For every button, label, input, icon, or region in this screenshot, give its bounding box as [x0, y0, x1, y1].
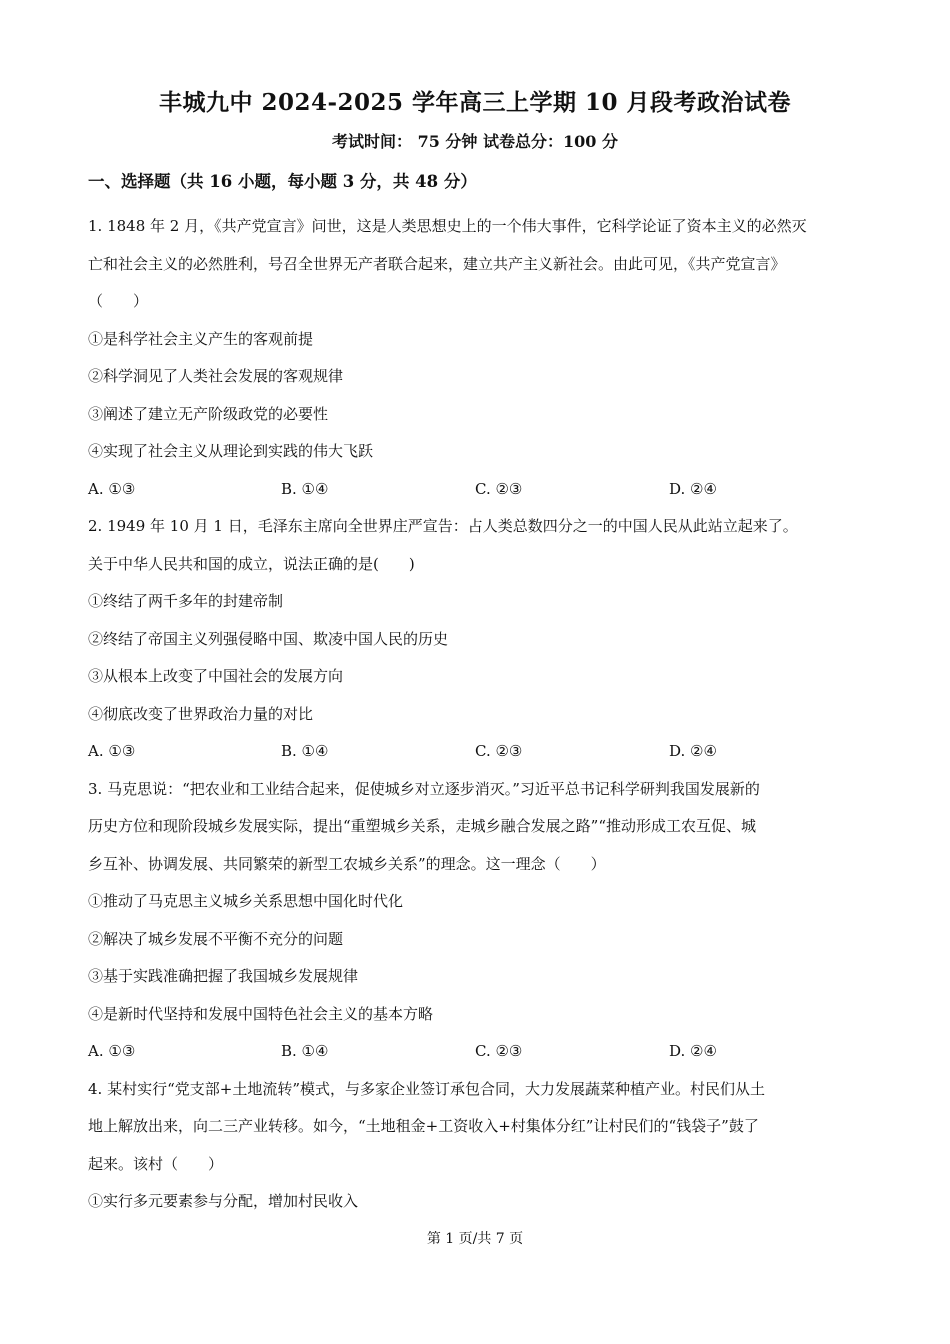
question-stem-line: （ ） [88, 292, 149, 310]
question-4 [88, 1079, 868, 1229]
statement-option: ②终结了帝国主义列强侵略中国、欺凌中国人民的历史 [88, 629, 449, 648]
choice-a: A. ①③ [88, 742, 136, 760]
choice-c: C. ②③ [475, 1042, 523, 1060]
choice-b: B. ①④ [281, 1042, 329, 1060]
question-stem-line: 1. 1848 年 2 月，《共产党宣言》问世，这是人类思想史上的一个伟大事件，它科学论证了资本主义的必然灭 [88, 217, 807, 235]
question-stem-line: 3. 马克思说：“把农业和工业结合起来，促使城乡对立逐步消灭。”习近平总书记科学研判我国发展新的 [88, 779, 760, 798]
section-heading: 一、选择题（共 16 小题，每小题 3 分，共 48 分） [88, 172, 477, 191]
choice-d: D. ②④ [669, 742, 717, 760]
choice-c: C. ②③ [475, 742, 523, 760]
statement-option: ①是科学社会主义产生的客观前提 [88, 329, 314, 348]
question-stem-line: 起来。该村（ ） [88, 1154, 224, 1173]
question-stem-line: 关于中华人民共和国的成立，说法正确的是( ) [88, 554, 415, 573]
question-1 [88, 216, 868, 516]
choice-d: D. ②④ [669, 479, 717, 498]
exam-title: 丰城九中 2024-2025 学年高三上学期 10 月段考政治试卷 [158, 89, 792, 116]
statement-option: ①推动了马克思主义城乡关系思想中国化时代化 [88, 892, 404, 910]
answer-choices [88, 479, 868, 517]
statement-option: ③从根本上改变了中国社会的发展方向 [88, 667, 344, 685]
page-number: 第 1 页/共 7 页 [426, 1231, 524, 1247]
choice-b: B. ①④ [281, 742, 329, 760]
answer-choices [88, 1041, 868, 1079]
statement-option: ①终结了两千多年的封建帝制 [88, 592, 284, 610]
question-stem-line: 历史方位和现阶段城乡发展实际，提出“重塑城乡关系，走城乡融合发展之路”“推动形成工农互促、城 [88, 817, 757, 835]
statement-option: ③阐述了建立无产阶级政党的必要性 [88, 404, 329, 423]
statement-option: ①实行多元要素参与分配，增加村民收入 [88, 1192, 359, 1210]
exam-time-and-score: 考试时间： 75 分钟 试卷总分：100 分 [332, 132, 618, 151]
question-stem-line: 亡和社会主义的必然胜利，号召全世界无产者联合起来，建立共产主义新社会。由此可见，《共产党宣言》 [88, 254, 786, 273]
statement-option: ④是新时代坚持和发展中国特色社会主义的基本方略 [88, 1004, 434, 1023]
answer-choices [88, 741, 868, 779]
statement-option: ③基于实践准确把握了我国城乡发展规律 [88, 967, 359, 985]
question-3 [88, 779, 868, 1079]
question-stem-line: 乡互补、协调发展、共同繁荣的新型工农城乡关系”的理念。这一理念（ ） [88, 854, 606, 873]
choice-d: D. ②④ [669, 1042, 717, 1060]
questions-body [88, 216, 868, 1229]
choice-a: A. ①③ [88, 479, 136, 498]
statement-option: ④彻底改变了世界政治力量的对比 [88, 704, 314, 723]
choice-c: C. ②③ [475, 479, 523, 498]
statement-option: ④实现了社会主义从理论到实践的伟大飞跃 [88, 442, 374, 460]
choice-a: A. ①③ [88, 1042, 136, 1060]
statement-option: ②科学洞见了人类社会发展的客观规律 [88, 367, 344, 385]
question-stem-line: 地上解放出来，向二三产业转移。如今，“土地租金+工资收入+村集体分红”让村民们的“钱袋子”鼓了 [88, 1117, 759, 1135]
question-stem-line: 4. 某村实行“党支部+土地流转”模式，与多家企业签订承包合同，大力发展蔬菜种植产业。村民们从土 [88, 1079, 765, 1098]
question-2 [88, 516, 868, 779]
question-stem-line: 2. 1949 年 10 月 1 日，毛泽东主席向全世界庄严宣告：占人类总数四分之一的中国人民从此站立起来了。 [88, 517, 798, 535]
statement-option: ②解决了城乡发展不平衡不充分的问题 [88, 929, 344, 948]
choice-b: B. ①④ [281, 479, 329, 498]
